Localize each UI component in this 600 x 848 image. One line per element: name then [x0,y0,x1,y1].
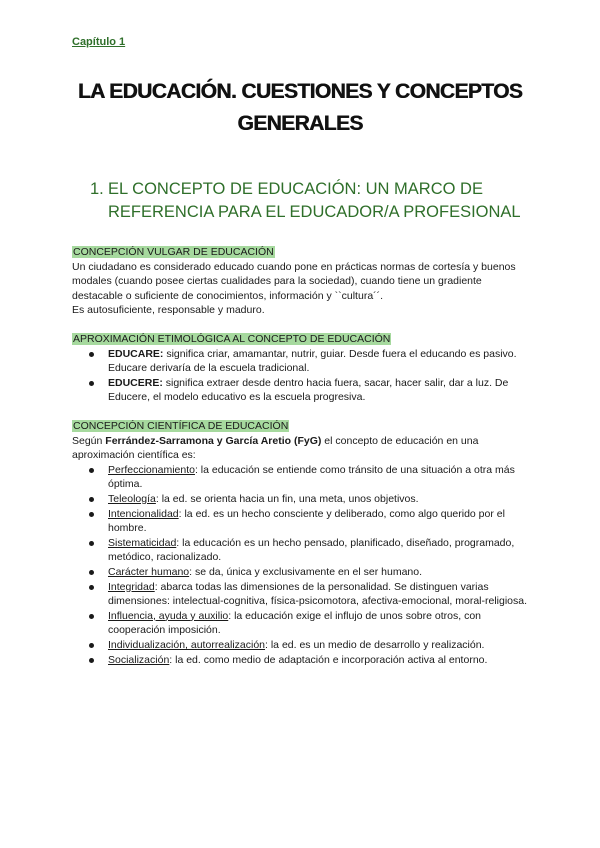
etimologica-list [72,347,528,405]
list-item-term: EDUCARE: [108,347,164,360]
list-item [72,492,528,507]
bullet-icon [89,658,94,663]
cientifica-heading: CONCEPCIÓN CIENTÍFICA DE EDUCACIÓN [73,420,289,432]
bullet-icon [89,585,94,590]
list-item-term: Perfeccionamiento [108,463,195,476]
list-item-text: significa extraer desde dentro hacia fuera, sacar, hacer salir, dar a luz. De Educere, el modelo educativo es la escuela progresiva. [108,376,509,404]
intro-text-2: el concepto de educación en una aproximación científica es: [72,434,479,462]
bullet-icon [89,512,94,517]
etimologica-block [72,332,528,405]
vulgar-block [72,245,528,318]
list-item [72,376,528,405]
vulgar-paragraph: Un ciudadano es considerado educado cuando pone en prácticas normas de cortesía y buenos modales (cuando posee ciertas cualidades para la sociedad), cuando tiene un gradiente destacable o suficiente de conocimientos, información y ``cultura´´. [72,260,516,302]
list-item-term: Intencionalidad [108,507,179,520]
list-item-text: : la ed. es un hecho consciente y deliberado, como algo querido por el hombre. [108,507,505,535]
chapter-label: Capítulo 1 [72,36,126,48]
list-item [72,580,528,609]
list-item-term: Carácter humano [108,565,190,578]
page-title: LA EDUCACIÓN. CUESTIONES Y CONCEPTOS GENERALES [77,80,523,135]
section-number: 1. [90,180,104,198]
list-item-text: significa criar, amamantar, nutrir, guiar. Desde fuera el educando es pasivo. Educare derivaría de la escuela tradicional. [108,347,517,375]
intro-authors: Ferrández-Sarramona y García Aretio (FyG) [105,434,322,447]
bullet-icon [89,352,94,357]
bullet-icon [89,381,94,386]
vulgar-heading: CONCEPCIÓN VULGAR DE EDUCACIÓN [73,246,274,258]
list-item-term: Teleología [108,492,156,505]
list-item [72,609,528,638]
section-heading [90,178,530,224]
bullet-icon [89,643,94,648]
list-item-term: Individualización, autorrealización [108,638,266,651]
list-item [72,638,528,653]
bullet-icon [89,541,94,546]
cientifica-block [72,419,528,667]
list-item-text: : la ed. es un medio de desarrollo y realización. [265,638,485,651]
list-item-term: Sistematicidad [108,536,177,549]
etimologica-heading: APROXIMACIÓN ETIMOLÓGICA AL CONCEPTO DE EDUCACIÓN [73,333,391,345]
list-item [72,463,528,492]
section-title: EL CONCEPTO DE EDUCACIÓN: UN MARCO DE REFERENCIA PARA EL EDUCADOR/A PROFESIONAL [108,180,521,221]
bullet-icon [89,570,94,575]
bullet-icon [89,497,94,502]
cientifica-intro [72,434,528,463]
intro-text: Según [72,434,106,447]
bullet-icon [89,468,94,473]
list-item-text: : la educación exige el influjo de unos sobre otros, con cooperación imposición. [108,609,481,637]
list-item [72,565,528,580]
list-item [72,536,528,565]
vulgar-paragraph-2: Es autosuficiente, responsable y maduro. [72,304,265,317]
bullet-icon [89,614,94,619]
list-item-term: Integridad [108,580,155,593]
list-item [72,507,528,536]
list-item-text: : la educación se entiende como tránsito de una situación a otra más óptima. [108,463,515,491]
list-item-text: : la ed. se orienta hacia un fin, una meta, unos objetivos. [155,492,419,505]
list-item-text: : la educación es un hecho pensado, planificado, diseñado, programado, metódico, racionalizado. [108,536,515,564]
list-item-term: Influencia, ayuda y auxilio [108,609,229,622]
list-item-text: : la ed. como medio de adaptación e incorporación activa al entorno. [169,653,488,666]
cientifica-list [72,463,528,667]
list-item-term: EDUCERE: [108,376,163,389]
list-item [72,653,528,668]
list-item-text: : se da, única y exclusivamente en el ser humano. [189,565,423,578]
list-item-text: : abarca todas las dimensiones de la personalidad. Se distinguen varias dimensiones: intelectual-cognitiva, física-psicomotora, afectiva-emocional, moral-religiosa. [108,580,528,608]
list-item [72,347,528,376]
list-item-term: Socialización [108,653,170,666]
